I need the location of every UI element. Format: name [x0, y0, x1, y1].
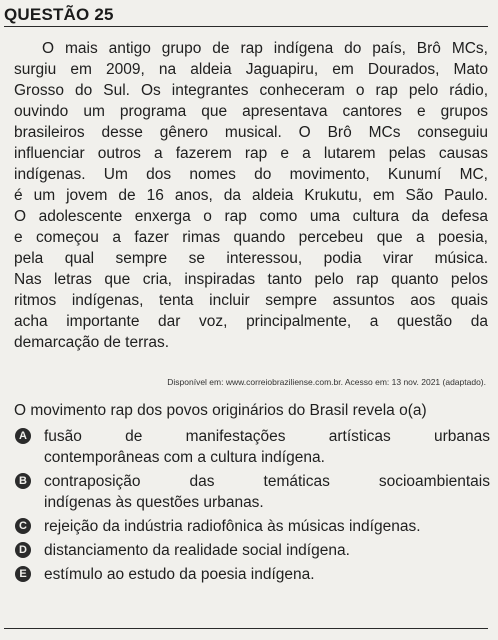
text-line: influenciar outros a fazerem rap e a lutarem pelas causas [14, 145, 488, 162]
option-letter-b-icon: B [15, 473, 31, 489]
text-line: O adolescente enxerga o rap como uma cultura da defesa [14, 208, 488, 225]
reading-text [14, 38, 488, 353]
question-stem: O movimento rap dos povos originários do Brasil revela o(a) [14, 402, 427, 419]
option-text: distanciamento da realidade social indígena. [44, 542, 350, 559]
text-line: e começou a fazer rimas quando percebeu que a poesia, [14, 229, 488, 246]
option-e[interactable] [14, 564, 490, 585]
answer-options [14, 426, 490, 588]
text-line: brasileiros desse gênero musical. O Brô MCs conseguiu [14, 124, 488, 141]
option-letter-d-icon: D [15, 542, 31, 558]
option-text: estímulo ao estudo da poesia indígena. [44, 566, 315, 583]
text-line: Nas letras que cria, inspiradas tanto pelo rap quanto pelos [14, 271, 488, 288]
option-b[interactable] [14, 471, 490, 513]
text-line: é um jovem de 16 anos, da aldeia Krukutu, em São Paulo. [14, 187, 488, 204]
option-c[interactable] [14, 516, 490, 537]
option-text: indígenas às questões urbanas. [44, 494, 264, 511]
option-a[interactable] [14, 426, 490, 468]
text-line: demarcação de terras. [14, 334, 170, 351]
option-text: contemporâneas com a cultura indígena. [44, 449, 325, 466]
text-line: Grosso do Sul. Os integrantes conheceram o rap pelo rádio, [14, 82, 488, 99]
top-divider [4, 26, 488, 27]
source-citation: Disponível em: www.correiobraziliense.com.br. Acesso em: 13 nov. 2021 (adaptado). [167, 377, 486, 387]
option-text: fusão de manifestações artísticas urbanas [44, 428, 490, 445]
option-text: rejeição da indústria radiofônica às músicas indígenas. [44, 518, 421, 535]
option-letter-c-icon: C [15, 518, 31, 534]
text-line: indígenas. Um dos nomes do movimento, Kunumí MC, [14, 166, 488, 183]
option-text: contraposição das temáticas socioambientais [44, 473, 490, 490]
text-line: ritmos indígenas, tenta incluir sempre assuntos aos quais [14, 292, 488, 309]
text-line: acha importante dar voz, principalmente, a questão da [14, 313, 488, 330]
text-line: O mais antigo grupo de rap indígena do país, Brô MCs, [42, 40, 488, 57]
question-title: QUESTÃO 25 [4, 4, 139, 27]
text-line: pela qual sempre se interessou, podia virar música. [14, 250, 488, 267]
option-d[interactable] [14, 540, 490, 561]
text-line: surgiu em 2009, na aldeia Jaguapiru, em Dourados, Mato [14, 61, 488, 78]
text-line: ouvindo um programa que apresentava cantores e grupos [14, 103, 488, 120]
bottom-divider [4, 628, 488, 629]
option-letter-a-icon: A [15, 428, 31, 444]
option-letter-e-icon: E [15, 566, 31, 582]
